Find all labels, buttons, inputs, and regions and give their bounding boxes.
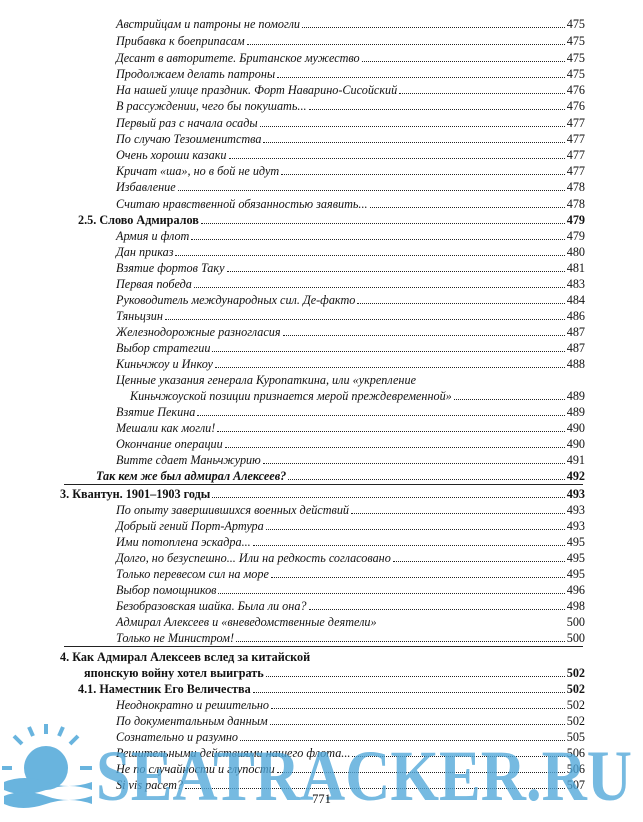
entry-page: 476 [566,83,585,97]
toc-entry[interactable] [116,99,585,113]
section-page: 479 [566,213,585,227]
toc-section[interactable] [78,682,585,696]
toc-entry[interactable] [116,599,585,613]
toc-entry[interactable] [116,453,585,467]
chapter-title: 3. Квантун. 1901–1903 годы [60,487,211,501]
entry-title: Выбор помощников [116,583,217,597]
entry-page: 488 [566,357,585,371]
entry-title: Очень хороши казаки [116,148,227,162]
entry-title: Выбор стратегии [116,341,211,355]
entry-page: 506 [566,746,585,760]
toc-chapter-line2[interactable] [84,666,585,680]
entry-title: Тяньцзин [116,309,163,323]
entry-page: 475 [566,67,585,81]
entry-title: Мешали как могли! [116,421,216,435]
entry-title: Кричат «ша», но в бой не идут [116,164,280,178]
page-number: 771 [312,792,331,806]
toc-entry-line1[interactable] [116,373,585,387]
entry-title: Долго, но безуспешно... Или на редкость согласовано [116,551,391,565]
toc-entry[interactable] [116,405,585,419]
divider [64,484,583,485]
entry-page: 477 [566,132,585,146]
entry-title: Безобразовская шайка. Была ли она? [116,599,307,613]
entry-title: По случаю Тезоименитства [116,132,262,146]
entry-title: Первый раз с начала осады [116,116,258,130]
toc-entry[interactable] [116,615,585,629]
entry-page: 479 [566,229,585,243]
divider [64,646,583,647]
entry-page: 484 [566,293,585,307]
toc-conclusion[interactable] [96,469,585,483]
entry-title: Армия и флот [116,229,190,243]
entry-page: 490 [566,437,585,451]
chapter-title: японскую войну хотел выиграть [84,666,264,680]
entry-page: 489 [566,405,585,419]
toc-entry[interactable] [116,437,585,451]
toc-entry[interactable] [116,116,585,130]
entry-page: 493 [566,503,585,517]
entry-page: 483 [566,277,585,291]
entry-title: Не по случайности и глупости [116,762,275,776]
toc-entry[interactable] [116,261,585,275]
entry-page: 476 [566,99,585,113]
entry-page: 475 [566,17,585,31]
toc-entry[interactable] [116,132,585,146]
entry-page: 475 [566,51,585,65]
toc-section[interactable] [78,213,585,227]
entry-page: 502 [566,714,585,728]
entry-title: Прибавка к боеприпасам [116,34,245,48]
chapter-title: 4. Как Адмирал Алексеев вслед за китайской [60,650,311,664]
entry-title: Десант в авторитете. Британское мужество [116,51,360,65]
toc-entry[interactable] [116,148,585,162]
toc-entry[interactable] [116,180,585,194]
toc-entry[interactable] [116,17,585,31]
toc-entry[interactable] [116,34,585,48]
entry-page: 491 [566,453,585,467]
entry-title: Продолжаем делать патроны [116,67,276,81]
entry-page: 495 [566,567,585,581]
entry-title: Так кем же был адмирал Алексеев? [96,469,287,483]
entry-title: Киньчжоуской позиции признается мерой преждевременной» [130,389,452,403]
entry-title: Витте сдает Маньчжурию [116,453,261,467]
entry-title: На нашей улице праздник. Форт Наварино-Сисойский [116,83,398,97]
entry-title: Адмирал Алексеев и «вневедомственные деятели» [116,615,377,629]
entry-title: Ценные указания генерала Куропаткина, или «укрепление [116,373,416,387]
toc-entry[interactable] [116,325,585,339]
entry-title: Взятие фортов Таку [116,261,225,275]
entry-title: Добрый гений Порт-Артура [116,519,264,533]
entry-page: 487 [566,341,585,355]
entry-title: Дан приказ [116,245,174,259]
entry-title: Австрийцам и патроны не помогли [116,17,300,31]
toc-entry[interactable] [116,197,585,211]
entry-title: Считаю нравственной обязанностью заявить... [116,197,368,211]
toc-chapter-line1[interactable] [60,650,585,664]
toc-entry[interactable] [116,51,585,65]
entry-title: Первая победа [116,277,192,291]
entry-title: Только не Министром! [116,631,235,645]
entry-page: 478 [566,197,585,211]
toc-entry[interactable] [116,164,585,178]
toc-entry[interactable] [116,698,585,712]
section-page: 502 [566,682,585,696]
section-title: 4.1. Наместник Его Величества [78,682,251,696]
entry-title: Руководитель международных сил. Де-факто [116,293,356,307]
entry-page: 502 [566,698,585,712]
entry-title: Ими потоплена эскадра... [116,535,251,549]
entry-page: 498 [566,599,585,613]
entry-page: 477 [566,116,585,130]
toc-entry[interactable] [116,245,585,259]
toc-entry[interactable] [116,583,585,597]
entry-page: 487 [566,325,585,339]
section-title: 2.5. Слово Адмиралов [78,213,199,227]
entry-title: Решительными действиями нашего флота... [116,746,351,760]
entry-page: 495 [566,551,585,565]
entry-page: 506 [566,762,585,776]
toc-entry[interactable] [116,567,585,581]
toc-entry[interactable] [116,519,585,533]
entry-title: Избавление [116,180,176,194]
entry-page: 477 [566,148,585,162]
toc-entry[interactable] [116,535,585,549]
entry-page: 490 [566,421,585,435]
entry-title: Si vis pacem? [116,778,184,792]
toc-entry[interactable] [116,229,585,243]
entry-page: 492 [566,469,585,483]
entry-title: Киньчжоу и Инкоу [116,357,213,371]
toc-entry-line2[interactable] [130,389,585,403]
entry-page: 496 [566,583,585,597]
toc-entry[interactable] [116,551,585,565]
entry-page: 478 [566,180,585,194]
toc-entry[interactable] [116,631,585,645]
entry-page: 480 [566,245,585,259]
entry-page: 489 [566,389,585,403]
entry-page: 477 [566,164,585,178]
watermark-text: SEATRACKER.RU [96,736,632,816]
toc-entry[interactable] [116,277,585,291]
toc-entry[interactable] [116,357,585,371]
entry-page: 500 [566,615,585,629]
entry-title: Сознательно и разумно [116,730,239,744]
entry-title: В рассуждении, чего бы покушать... [116,99,307,113]
toc-entry[interactable] [116,83,585,97]
entry-page: 507 [566,778,585,792]
entry-title: По документальным данным [116,714,268,728]
entry-page: 481 [566,261,585,275]
entry-title: Взятие Пекина [116,405,196,419]
entry-title: Неоднократно и решительно [116,698,270,712]
entry-page: 495 [566,535,585,549]
toc-chapter[interactable] [60,487,585,501]
toc-entry[interactable] [116,503,585,517]
toc-entry[interactable] [116,309,585,323]
watermark [0,722,643,822]
chapter-page: 493 [566,487,585,501]
entry-title: Окончание операции [116,437,223,451]
toc-entry[interactable] [116,293,585,307]
toc-entry[interactable] [116,341,585,355]
chapter-page: 502 [566,666,585,680]
entry-title: Только перевесом сил на море [116,567,269,581]
toc-entry[interactable] [116,67,585,81]
entry-page: 505 [566,730,585,744]
entry-page: 486 [566,309,585,323]
entry-title: По опыту завершившихся военных действий [116,503,350,517]
entry-page: 493 [566,519,585,533]
entry-title: Железнодорожные разногласия [116,325,281,339]
toc-entry[interactable] [116,421,585,435]
entry-page: 475 [566,34,585,48]
entry-page: 500 [566,631,585,645]
